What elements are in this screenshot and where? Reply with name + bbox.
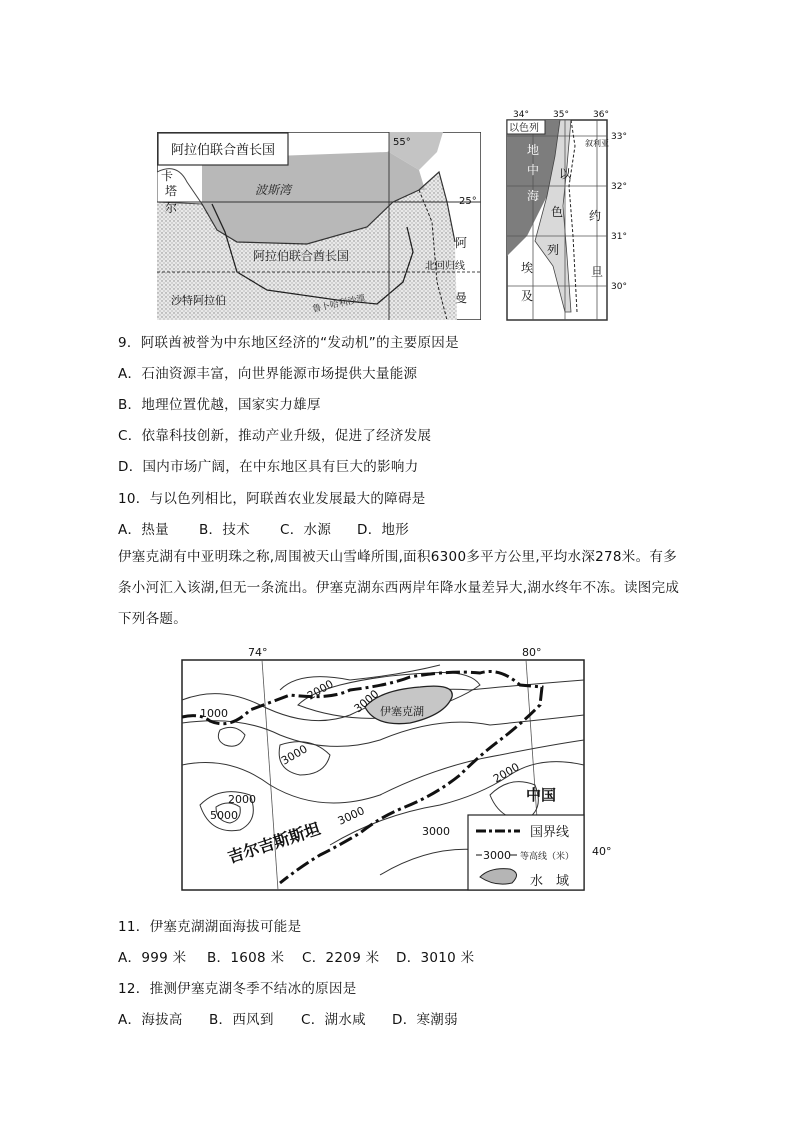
uae-title: 阿拉伯联合酋长国 (171, 143, 276, 158)
q10-option-c[interactable]: C．水源 (280, 522, 332, 538)
q10-options (118, 518, 409, 538)
q10-option-a[interactable]: A．热量 (118, 522, 169, 538)
q11-option-c[interactable]: C．2209 米 (302, 950, 380, 966)
issyk-kul-map (180, 645, 620, 895)
contour-label-3000-c: 3000 (335, 804, 367, 828)
lat-31-label: 31° (611, 232, 627, 242)
lat-30-label: 30° (611, 282, 627, 292)
israel-label-2: 色 (551, 205, 564, 219)
contour-label-3000-d: 3000 (422, 825, 450, 838)
q9-option-a[interactable]: A．石油资源丰富，向世界能源市场提供大量能源 (118, 366, 418, 382)
lat-25-label: 25° (459, 196, 477, 207)
lon-80-label: 80° (522, 646, 542, 659)
israel-label-3: 列 (547, 243, 560, 257)
lon-34-label: 34° (513, 110, 529, 120)
uae-country-label: 阿拉伯联合酋长国 (253, 249, 350, 263)
legend-border-label: 国界线 (530, 825, 570, 840)
q11-stem: 11．伊塞克湖湖面海拔可能是 (118, 919, 302, 935)
q12-option-a[interactable]: A．海拔高 (118, 1012, 183, 1028)
qatar-label-1: 卡 (161, 169, 174, 183)
qatar-label-3: 尔 (165, 201, 178, 215)
israel-label-1: 以 (559, 167, 572, 181)
q9-option-c[interactable]: C．依靠科技创新，推动产业升级，促进了经济发展 (118, 428, 432, 444)
legend-contour-value: 3000 (483, 849, 511, 862)
egypt-label-1: 埃 (521, 261, 534, 275)
contour-label-2000-b: 2000 (228, 793, 256, 806)
lat-40-label: 40° (592, 845, 612, 858)
lake-label: 伊塞克湖 (380, 705, 424, 718)
legend-contour-label: 等高线（米） (520, 852, 575, 862)
q12-stem: 12．推测伊塞克湖冬季不结冰的原因是 (118, 981, 357, 997)
q12-options (118, 1008, 458, 1028)
lat-33-label: 33° (611, 132, 627, 142)
gulf-label: 波斯湾 (255, 183, 292, 197)
sea-label-2: 中 (527, 163, 540, 177)
q11-option-d[interactable]: D．3010 米 (396, 950, 475, 966)
q11-option-b[interactable]: B．1608 米 (207, 950, 285, 966)
oman-label-2: 曼 (455, 291, 468, 305)
lon-74-label: 74° (248, 646, 268, 659)
contour-label-3000-b: 3000 (279, 742, 310, 768)
contour-label-3000-a: 3000 (351, 687, 382, 716)
map-legend (468, 815, 584, 890)
desert-label: 鲁卜哈利沙漠 (311, 293, 367, 315)
kyrgyzstan-label: 吉尔吉斯斯坦 (225, 819, 323, 867)
contour-label-2000-a: 2000 (305, 677, 336, 703)
q9-stem: 9．阿联酋被誉为中东地区经济的“发动机”的主要原因是 (118, 335, 459, 351)
lon-35-label: 35° (553, 110, 569, 120)
q9-option-d[interactable]: D．国内市场广阔，在中东地区具有巨大的影响力 (118, 459, 419, 475)
oman-label-1: 阿 (455, 236, 468, 250)
sea-label-1: 地 (527, 143, 540, 157)
contour-label-2000-c: 2000 (491, 760, 522, 786)
q11-option-a[interactable]: A．999 米 (118, 950, 187, 966)
q10-option-d[interactable]: D．地形 (357, 522, 410, 538)
jordan-label-1: 约 (589, 209, 602, 223)
q9-option-b[interactable]: B．地理位置优越，国家实力雄厚 (118, 397, 321, 413)
uae-map (157, 132, 481, 320)
jordan-label-2: 旦 (591, 265, 604, 279)
q10-option-b[interactable]: B．技术 (199, 522, 250, 538)
qatar-label-2: 塔 (165, 184, 178, 198)
egypt-label-2: 及 (521, 289, 534, 303)
q11-options (118, 946, 474, 966)
lat-32-label: 32° (611, 182, 627, 192)
q10-stem: 10．与以色列相比，阿联酋农业发展最大的障碍是 (118, 491, 426, 507)
saudi-label: 沙特阿拉伯 (171, 294, 226, 307)
contour-label-5000: 5000 (210, 809, 238, 822)
contour-label-1000: 1000 (200, 707, 228, 720)
q12-option-b[interactable]: B．西风到 (209, 1012, 274, 1028)
syria-label: 叙利亚 (585, 139, 609, 148)
israel-box-label: 以色列 (509, 123, 539, 134)
q12-option-d[interactable]: D．寒潮弱 (392, 1012, 458, 1028)
tropic-label: 北回归线 (425, 261, 465, 272)
sea-label-3: 海 (527, 189, 540, 203)
israel-map (505, 106, 639, 322)
legend-water-label: 水 域 (530, 874, 570, 889)
passage: 伊塞克湖有中亚明珠之称,周围被天山雪峰所围,面积6300多平方公里,平均水深278米。有多条小河汇入该湖,但无一条流出。伊塞克湖东西两岸年降水量差异大,湖水终年不冻。读图完成下列各题。 (118, 549, 680, 627)
q12-option-c[interactable]: C．湖水咸 (301, 1012, 366, 1028)
lon-55-label: 55° (393, 137, 411, 148)
lon-36-label: 36° (593, 110, 609, 120)
china-label: 中国 (526, 786, 557, 804)
